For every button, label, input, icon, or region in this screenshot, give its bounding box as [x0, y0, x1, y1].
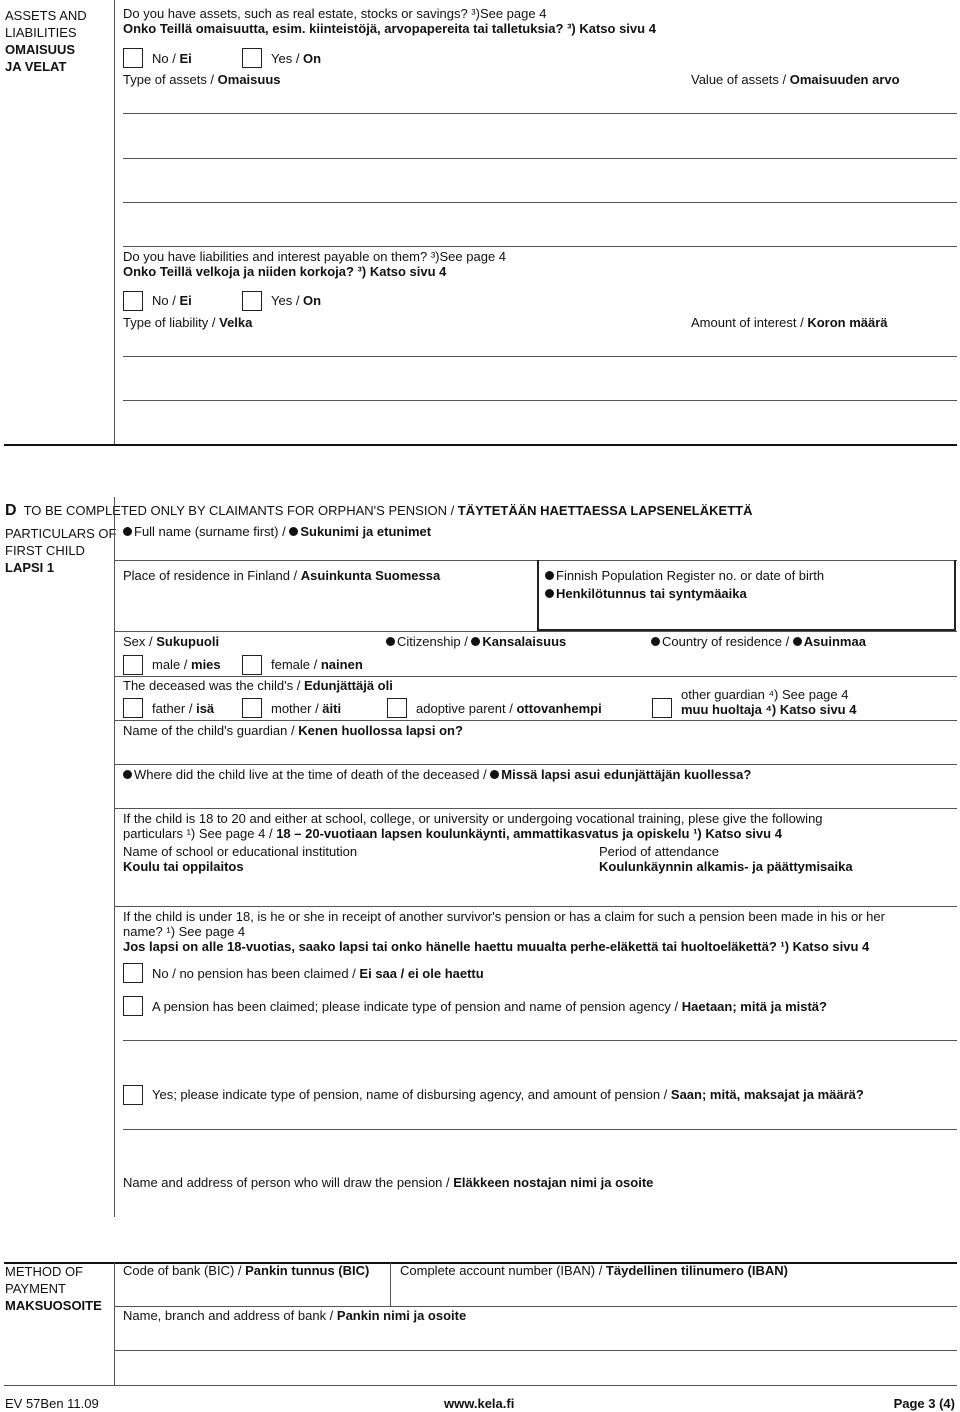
assets-question-fi: Onko Teillä omaisuutta, esim. kiinteistöjä, arvopapereita tai talletuksia? ³) Katso sivu 4: [123, 21, 656, 36]
pin-label-en: Finnish Population Register no. or date of birth: [545, 568, 824, 583]
period-label-fi: Koulunkäynnin alkamis- ja päättymisaika: [599, 859, 853, 874]
assets-no-checkbox[interactable]: [123, 48, 143, 68]
under18-text-2: name? ¹) See page 4: [123, 924, 246, 939]
adoptive-checkbox[interactable]: [387, 698, 407, 718]
father-label: father / isä: [152, 701, 215, 716]
liability-type-label: Type of liability / Velka: [123, 315, 253, 330]
payment-side-label: METHOD OF PAYMENT MAKSUOSOITE: [5, 1264, 102, 1313]
guardian-input[interactable]: [123, 740, 957, 760]
female-label: female / nainen: [271, 657, 363, 672]
form-code: EV 57Ben 11.09: [5, 1396, 99, 1411]
other-guardian-label-fi: muu huoltaja ⁴) Katso sivu 4: [681, 702, 857, 717]
guardian-label: Name of the child's guardian / Kenen huollossa lapsi on?: [123, 723, 463, 738]
liabilities-entry-2[interactable]: [123, 382, 957, 402]
assets-entry-3[interactable]: [123, 184, 957, 204]
pension-yes-input[interactable]: [152, 1113, 956, 1133]
entry-line: [115, 631, 957, 632]
entry-line: [115, 808, 957, 809]
liabilities-question-en: Do you have liabilities and interest payable on them? ³)See page 4: [123, 249, 507, 264]
entry-line: [115, 906, 957, 907]
liabilities-no-checkbox[interactable]: [123, 291, 143, 311]
liabilities-no-label: No / Ei: [152, 293, 192, 308]
period-input[interactable]: [599, 880, 953, 900]
assets-type-label: Type of assets / Omaisuus: [123, 72, 281, 87]
section-divider: [114, 0, 115, 445]
residence-input[interactable]: [123, 588, 527, 608]
page-number: Page 3 (4): [893, 1396, 955, 1411]
section-divider: [114, 497, 115, 1217]
iban-label: Complete account number (IBAN) / Täydellinen tilinumero (IBAN): [400, 1263, 788, 1278]
male-label: male / mies: [152, 657, 221, 672]
residence-label: Place of residence in Finland / Asuinkunta Suomessa: [123, 568, 441, 583]
website-link[interactable]: www.kela.fi: [444, 1396, 515, 1411]
drawer-label: Name and address of person who will draw the pension / Eläkkeen nostajan nimi ja osoite: [123, 1175, 654, 1190]
iban-input[interactable]: [400, 1282, 954, 1302]
under18-text-fi: Jos lapsi on alle 18-vuotias, saako lapsi tai onko hänelle haettu muualta perhe-eläkettä tai huoltoeläkettä? ¹) Katso sivu 4: [123, 939, 870, 954]
entry-line: [123, 113, 957, 114]
assets-question-en: Do you have assets, such as real estate, stocks or savings? ³)See page 4: [123, 6, 547, 21]
pin-label-fi: Henkilötunnus tai syntymäaika: [545, 586, 747, 601]
full-name-input[interactable]: [123, 542, 957, 562]
assets-no-label: No / Ei: [152, 51, 192, 66]
field-divider: [390, 1263, 391, 1307]
citizenship-label: Citizenship / Kansalaisuus: [386, 634, 566, 649]
entry-line: [123, 246, 957, 247]
entry-line: [115, 720, 957, 721]
where-input[interactable]: [123, 785, 957, 805]
pension-yes-checkbox[interactable]: [123, 1085, 143, 1105]
pension-yes-label: Yes; please indicate type of pension, name of disbursing agency, and amount of pension / Saan; mitä, maksajat ja määrä?: [152, 1087, 864, 1102]
pension-claimed-checkbox[interactable]: [123, 996, 143, 1016]
interest-amount-label: Amount of interest / Koron määrä: [691, 315, 888, 330]
adoptive-label: adoptive parent / ottovanhempi: [416, 701, 602, 716]
entry-line: [4, 1385, 957, 1386]
assets-entry-2[interactable]: [123, 140, 957, 160]
mother-label: mother / äiti: [271, 701, 342, 716]
child-side-label: PARTICULARS OF FIRST CHILD LAPSI 1: [5, 526, 117, 575]
entry-line: [115, 1350, 957, 1351]
no-pension-label: No / no pension has been claimed / Ei saa / ei ole haettu: [152, 966, 484, 981]
bank-label: Name, branch and address of bank / Pankin nimi ja osoite: [123, 1308, 467, 1323]
bic-input[interactable]: [123, 1282, 387, 1302]
other-guardian-checkbox[interactable]: [652, 698, 672, 718]
assets-yes-label: Yes / On: [271, 51, 322, 66]
school-name-label-fi: Koulu tai oppilaitos: [123, 859, 244, 874]
where-label: Where did the child live at the time of death of the deceased / Missä lapsi asui edunjättäjän kuollessa?: [123, 767, 751, 782]
female-checkbox[interactable]: [242, 655, 262, 675]
section-divider: [114, 1263, 115, 1385]
mother-checkbox[interactable]: [242, 698, 262, 718]
bank-input[interactable]: [123, 1328, 957, 1348]
liabilities-entry-1[interactable]: [123, 338, 957, 358]
entry-line: [115, 764, 957, 765]
under18-text-1: If the child is under 18, is he or she in receipt of another survivor's pension or has a claim for such a pension been made in his or her: [123, 909, 885, 924]
school-text-1: If the child is 18 to 20 and either at school, college, or university or undergoing vocational training, plese give the following: [123, 811, 823, 826]
entry-line: [123, 356, 957, 357]
assets-yes-checkbox[interactable]: [242, 48, 262, 68]
assets-entry-1[interactable]: [123, 95, 957, 115]
entry-line: [123, 158, 957, 159]
father-checkbox[interactable]: [123, 698, 143, 718]
full-name-label: Full name (surname first) / Sukunimi ja etunimet: [123, 524, 431, 539]
entry-line: [115, 1306, 957, 1307]
liabilities-yes-checkbox[interactable]: [242, 291, 262, 311]
school-name-label-en: Name of school or educational institution: [123, 844, 358, 859]
drawer-input[interactable]: [123, 1195, 957, 1215]
no-pension-checkbox[interactable]: [123, 963, 143, 983]
sex-label: Sex / Sukupuoli: [123, 634, 220, 649]
pension-claimed-input[interactable]: [152, 1025, 956, 1045]
pension-claimed-label: A pension has been claimed; please indicate type of pension and name of pension agency / Haetaan; mitä ja mistä?: [152, 999, 827, 1014]
entry-line: [123, 1040, 957, 1041]
entry-line: [123, 1129, 957, 1130]
school-text-2: particulars ¹) See page 4 / 18 – 20-vuotiaan lapsen koulunkäynti, ammattikasvatus ja opiskelu ¹) Katso sivu 4: [123, 826, 782, 841]
assets-value-label: Value of assets / Omaisuuden arvo: [691, 72, 900, 87]
liabilities-yes-label: Yes / On: [271, 293, 322, 308]
deceased-label: The deceased was the child's / Edunjättäjä oli: [123, 678, 393, 693]
school-input[interactable]: [123, 880, 587, 900]
section-separator: [4, 444, 957, 446]
liabilities-question-fi: Onko Teillä velkoja ja niiden korkoja? ³) Katso sivu 4: [123, 264, 447, 279]
country-label: Country of residence / Asuinmaa: [651, 634, 866, 649]
side-label: ASSETS AND LIABILITIES OMAISUUS JA VELAT: [5, 8, 87, 74]
other-guardian-label-en: other guardian ⁴) See page 4: [681, 687, 849, 702]
period-label-en: Period of attendance: [599, 844, 719, 859]
entry-line: [123, 400, 957, 401]
entry-line: [123, 202, 957, 203]
bic-label: Code of bank (BIC) / Pankin tunnus (BIC): [123, 1263, 370, 1278]
section-d-heading: D TO BE COMPLETED ONLY BY CLAIMANTS FOR ORPHAN'S PENSION / TÄYTETÄÄN HAETTAESSA LAPSENELÄKETTÄ: [5, 502, 753, 519]
entry-line: [115, 676, 957, 677]
male-checkbox[interactable]: [123, 655, 143, 675]
